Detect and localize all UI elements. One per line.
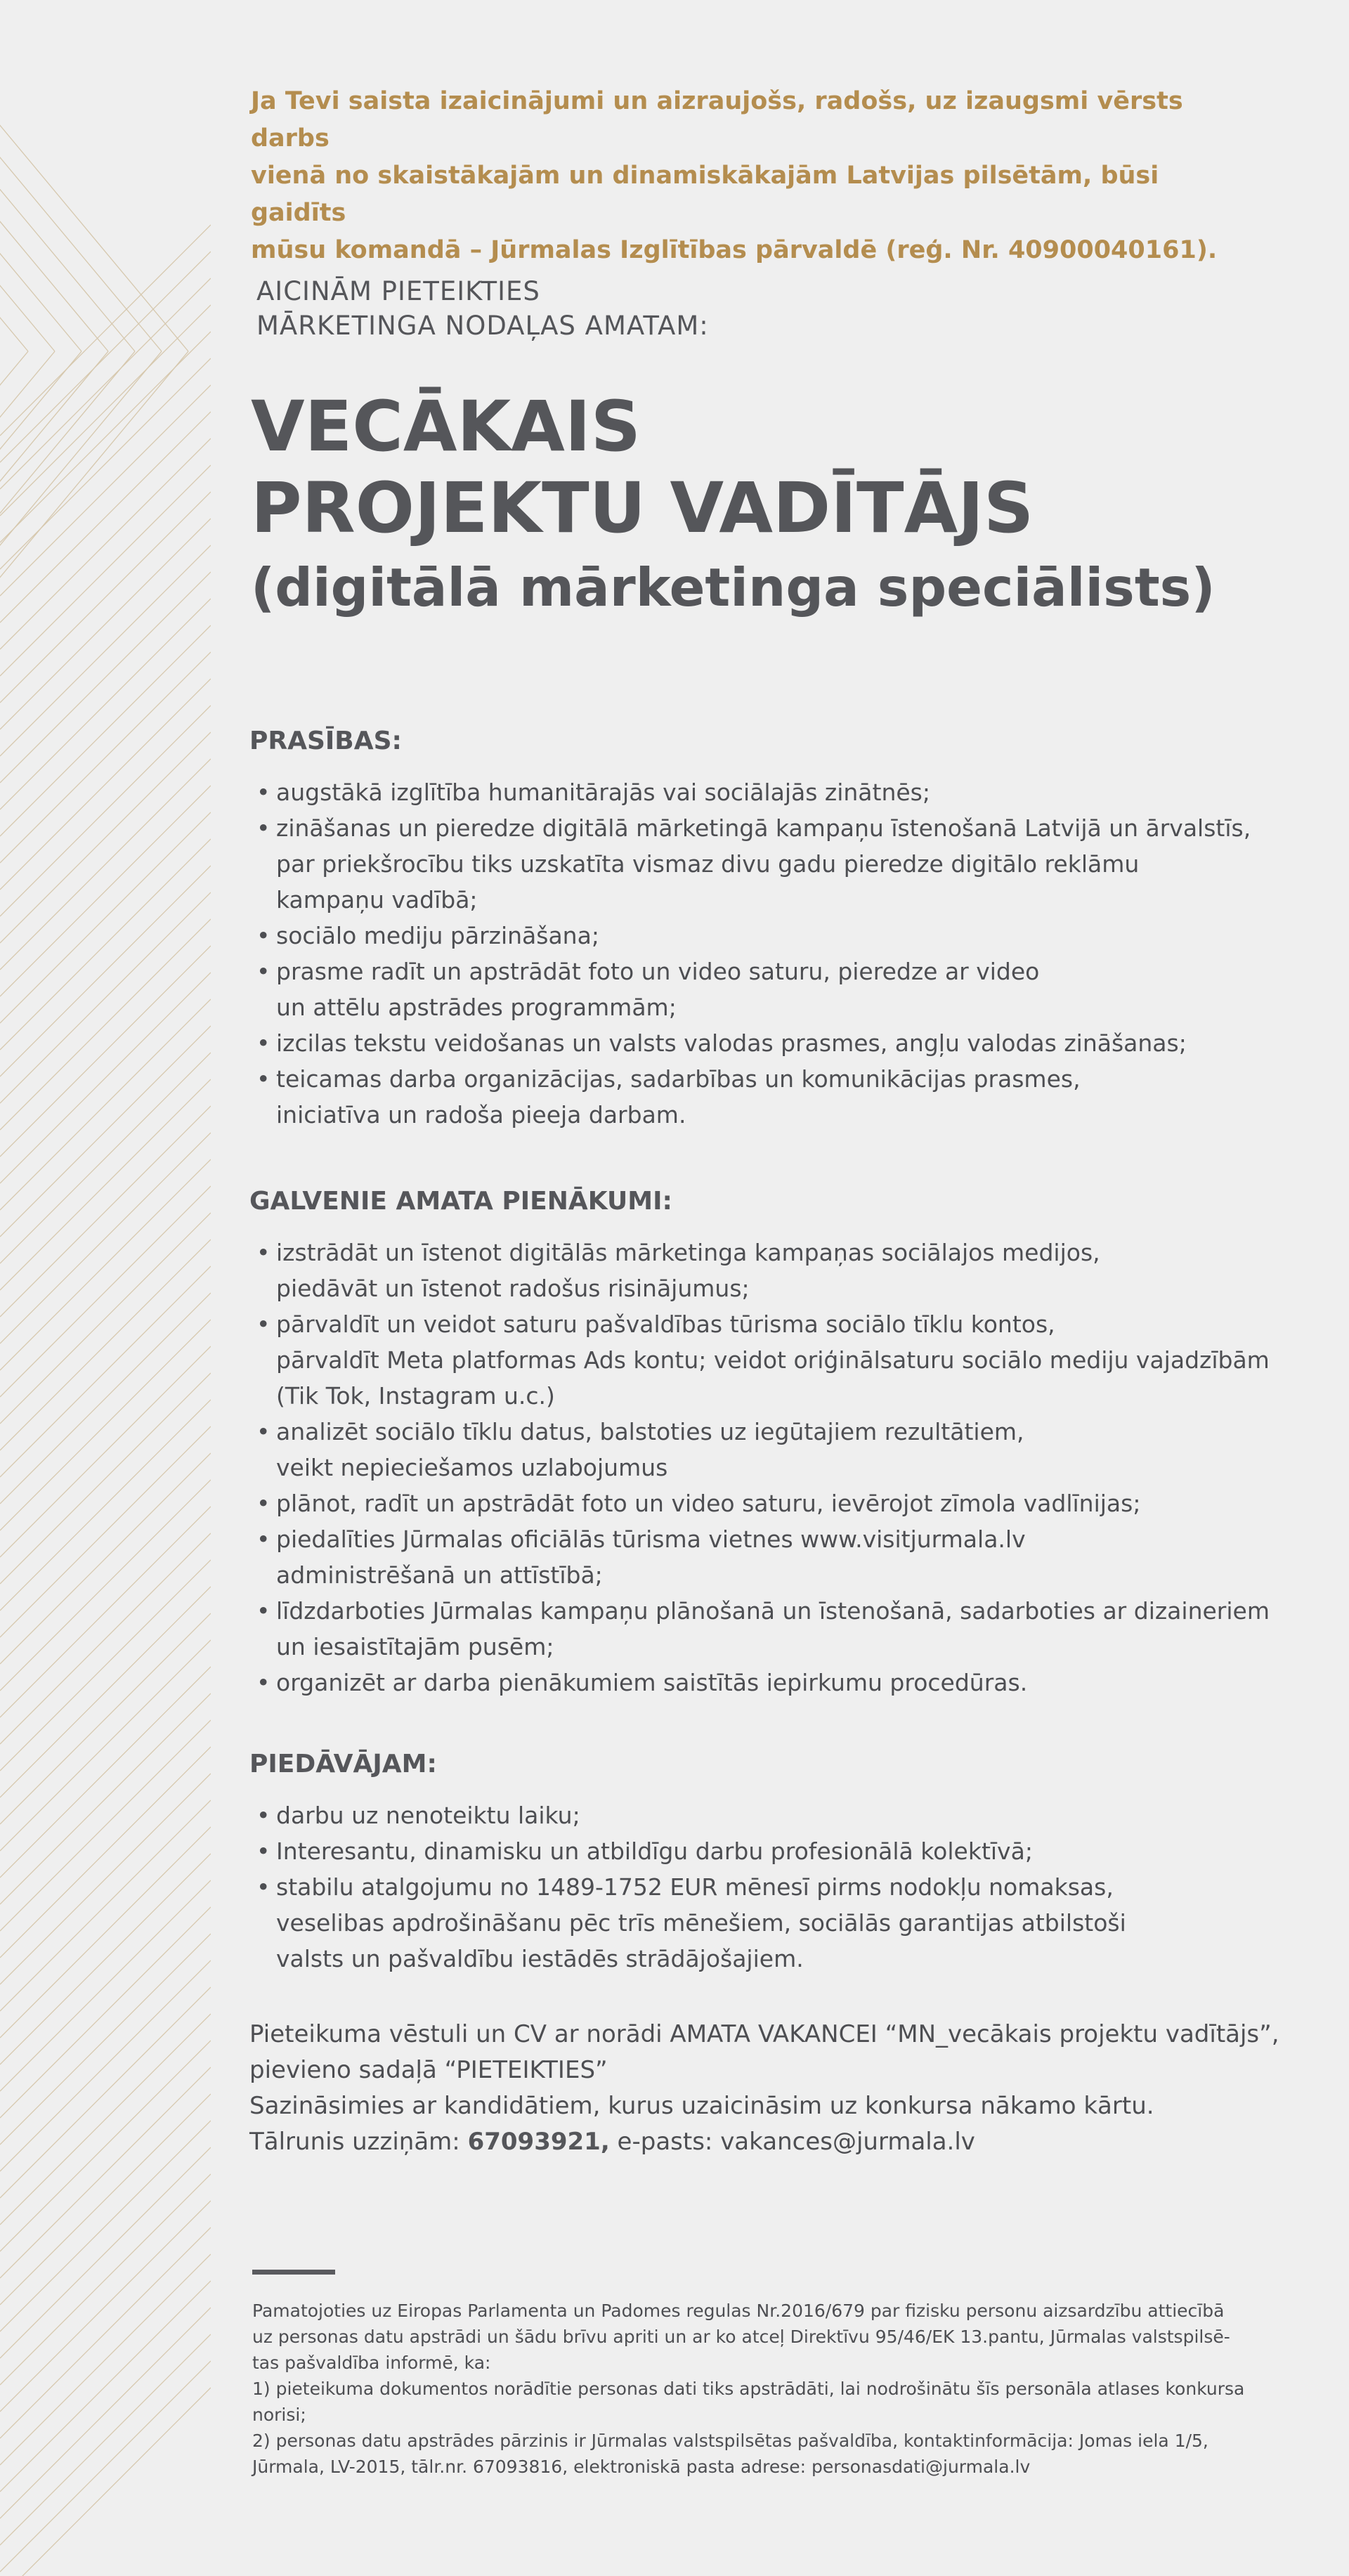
deco-line — [0, 1960, 211, 2171]
list-item-line: • organizēt ar darba pienākumiem saistītās iepirkumu procedūras. — [276, 1669, 1028, 1696]
deco-line — [0, 2254, 211, 2465]
offer-list — [249, 1797, 1282, 1977]
list-item — [249, 1521, 1282, 1593]
list-item-line: • plānot, radīt un apstrādāt foto un video saturu, ievērojot zīmola vadlīnijas; — [276, 1490, 1141, 1517]
deco-line — [0, 2361, 211, 2572]
deco-line — [0, 652, 211, 863]
deco-line — [0, 351, 82, 604]
list-item-line: iniciatīva un radoša pieeja darbam. — [276, 1101, 686, 1128]
list-item-line: • teicamas darba organizācijas, sadarbības un komunikācijas prasmes, — [276, 1065, 1081, 1093]
deco-line — [0, 1854, 211, 2064]
intro-line: mūsu komandā – Jūrmalas Izglītības pārvaldē (reģ. Nr. 40900040161). — [251, 236, 1218, 264]
list-item-line: • izstrādāt un īstenot digitālās mārketinga kampaņas sociālajos medijos, — [276, 1239, 1100, 1266]
deco-line — [0, 1907, 211, 2118]
requirements-heading: PRASĪBAS: — [249, 727, 402, 755]
deco-line — [0, 1667, 211, 1878]
position-subtitle: (digitālā mārketinga speciālists) — [251, 557, 1216, 618]
privacy-notice-line: uz personas datu apstrādi un šādu brīvu apriti un ar ko atceļ Direktīvu 95/46/EK 13.pantu, Jūrmalas valstspilsē- — [252, 2327, 1230, 2347]
list-item-line: par priekšrocību tiks uzskatīta vismaz divu gadu pieredze digitālo reklāmu — [276, 850, 1140, 878]
deco-line — [0, 1400, 211, 1611]
intro-paragraph — [251, 83, 1256, 269]
deco-line — [0, 812, 211, 1023]
deco-line — [0, 351, 162, 604]
deco-line — [0, 351, 188, 604]
deco-line — [0, 1533, 211, 1744]
deco-line — [0, 1213, 211, 1424]
deco-line — [0, 919, 211, 1130]
deco-line — [0, 351, 135, 604]
deco-line — [0, 1106, 211, 1317]
deco-line — [0, 1934, 211, 2145]
deco-line — [0, 98, 82, 351]
position-title-line: VECĀKAIS — [251, 386, 641, 467]
deco-line — [0, 1186, 211, 1397]
list-item-line: veselibas apdrošināšanu pēc trīs mēnešiem, sociālās garantijas atbilstoši — [276, 1909, 1126, 1937]
deco-line — [0, 1453, 211, 1664]
privacy-notice-line: 2) personas datu apstrādes pārzinis ir Jūrmalas valstspilsētas pašvaldība, kontaktinformācija: Jomas iela 1/5, — [252, 2431, 1208, 2451]
application-info — [249, 2017, 1282, 2160]
list-item-line: un iesaistītajām pusēm; — [276, 1633, 554, 1660]
list-item-line: • stabilu atalgojumu no 1489-1752 EUR mēnesī pirms nodokļu nomaksas, — [276, 1873, 1114, 1901]
list-item — [249, 774, 1282, 810]
deco-line — [0, 572, 211, 783]
list-item-line: • izcilas tekstu veidošanas un valsts valodas prasmes, angļu valodas zināšanas; — [276, 1029, 1187, 1057]
deco-line — [0, 1426, 211, 1637]
privacy-notice-line: 1) pieteikuma dokumentos norādītie personas dati tiks apstrādāti, lai nodrošinātu šīs personāla atlases konkursa — [252, 2379, 1245, 2399]
deco-line — [0, 98, 55, 351]
deco-line — [0, 866, 211, 1076]
list-item-line: un attēlu apstrādes programmām; — [276, 994, 677, 1021]
position-title — [251, 386, 1034, 549]
list-item-line: • sociālo mediju pārzināšana; — [276, 922, 599, 949]
deco-line — [0, 892, 211, 1103]
list-item-line: • līdzdarboties Jūrmalas kampaņu plānošanā un īstenošanā, sadarboties ar dizaineriem — [276, 1597, 1270, 1625]
deco-line — [0, 305, 211, 516]
deco-line — [0, 358, 211, 569]
deco-line — [0, 519, 211, 729]
deco-line — [0, 1613, 211, 1824]
list-item-line: • prasme radīt un apstrādāt foto un video saturu, pieredze ar video — [276, 958, 1040, 985]
list-item-line: • Interesantu, dinamisku un atbildīgu darbu profesionālā kolektīvā; — [276, 1837, 1033, 1865]
apply-line: Pieteikuma vēstuli un CV ar norādi AMATA VAKANCEI “MN_vecākais projektu vadītājs”, — [249, 2020, 1279, 2048]
offer-section — [249, 1747, 1282, 1977]
list-item-line: kampaņu vadībā; — [276, 886, 478, 913]
list-item-line: valsts un pašvaldību iestādēs strādājošajiem. — [276, 1945, 804, 1972]
phone-number: 67093921, — [467, 2128, 610, 2156]
list-item-line: pārvaldīt Meta platformas Ads kontu; veidot oriģinālsaturu sociālo mediju vajadzībām — [276, 1346, 1270, 1374]
privacy-notice-line: Jūrmala, LV-2015, tālr.nr. 67093816, elektroniskā pasta adrese: personasdati@jurmala.lv — [252, 2457, 1031, 2477]
deco-line — [0, 492, 211, 703]
deco-line — [0, 1480, 211, 1691]
offer-heading: PIEDĀVĀJAM: — [249, 1750, 437, 1778]
deco-line — [0, 2174, 211, 2385]
list-item-line: (Tik Tok, Instagram u.c.) — [276, 1382, 555, 1410]
deco-line — [0, 946, 211, 1157]
deco-line — [0, 2227, 211, 2438]
list-item — [249, 918, 1282, 954]
privacy-notice-line: Pamatojoties uz Eiropas Parlamenta un Padomes regulas Nr.2016/679 par fizisku personu aizsardzību attiecībā — [252, 2301, 1225, 2321]
invitation-line: AICINĀM PIETEIKTIES — [256, 276, 540, 306]
list-item — [249, 954, 1282, 1025]
deco-line — [0, 438, 211, 649]
deco-line — [0, 2041, 211, 2251]
deco-line — [0, 972, 211, 1183]
deco-line — [0, 2121, 211, 2331]
deco-line — [0, 98, 188, 351]
deco-line — [0, 1346, 211, 1557]
list-item — [249, 1414, 1282, 1485]
list-item-line: • pārvaldīt un veidot saturu pašvaldības tūrisma sociālo tīklu kontos, — [276, 1310, 1055, 1338]
contact-line — [249, 2124, 1282, 2160]
deco-line — [0, 625, 211, 836]
deco-line — [0, 1079, 211, 1290]
deco-line — [0, 2067, 211, 2278]
deco-line — [0, 1053, 211, 1263]
invitation-line: MĀRKETINGA NODAĻAS AMATAM: — [256, 311, 709, 341]
deco-line — [0, 2014, 211, 2225]
deco-line — [0, 98, 162, 351]
deco-line — [0, 1827, 211, 2038]
deco-line — [0, 98, 28, 351]
duties-heading: GALVENIE AMATA PIENĀKUMI: — [249, 1187, 672, 1216]
deco-line — [0, 1987, 211, 2198]
list-item-line: administrēšanā un attīstībā; — [276, 1561, 603, 1589]
deco-line — [0, 1320, 211, 1530]
divider — [252, 2270, 335, 2275]
list-item — [249, 1061, 1282, 1133]
deco-line — [0, 839, 211, 1050]
deco-line — [0, 2201, 211, 2412]
list-item — [249, 1665, 1282, 1700]
list-item-line: • darbu uz nenoteiktu laiku; — [276, 1802, 580, 1829]
deco-line — [0, 1133, 211, 1344]
requirements-list — [249, 774, 1282, 1133]
list-item-line: • piedalīties Jūrmalas oficiālās tūrisma vietnes www.visitjurmala.lv — [276, 1526, 1026, 1553]
deco-line — [0, 1026, 211, 1237]
duties-section — [249, 1184, 1282, 1700]
deco-line — [0, 1640, 211, 1851]
apply-line: Sazināsimies ar kandidātiem, kurus uzaicināsim uz konkursa nākamo kārtu. — [249, 2092, 1154, 2120]
deco-line — [0, 1293, 211, 1504]
list-item-line: piedāvāt un īstenot radošus risinājumus; — [276, 1275, 750, 1302]
deco-line — [0, 2147, 211, 2358]
deco-line — [0, 599, 211, 809]
deco-line — [0, 1880, 211, 2091]
deco-line — [0, 1373, 211, 1584]
deco-line — [0, 1774, 211, 1984]
list-item — [249, 1593, 1282, 1665]
deco-line — [0, 225, 211, 436]
deco-line — [0, 1159, 211, 1370]
duties-list — [249, 1235, 1282, 1700]
deco-line — [0, 1747, 211, 1958]
deco-line — [0, 705, 211, 916]
deco-line — [0, 465, 211, 676]
intro-line: Ja Tevi saista izaicinājumi un aizraujošs, radošs, uz izaugsmi vērsts darbs — [251, 87, 1183, 152]
deco-line — [0, 1266, 211, 1477]
deco-line — [0, 98, 108, 351]
list-item — [249, 1485, 1282, 1521]
deco-line — [0, 1507, 211, 1717]
email-address: vakances@jurmala.lv — [720, 2128, 975, 2156]
deco-line — [0, 2388, 211, 2576]
deco-line — [0, 759, 211, 970]
deco-line — [0, 1560, 211, 1771]
deco-line — [0, 332, 211, 542]
privacy-notice — [252, 2298, 1257, 2480]
privacy-notice-line: tas pašvaldība informē, ka: — [252, 2353, 491, 2373]
position-title-line: PROJEKTU VADĪTĀJS — [251, 468, 1034, 549]
deco-line — [0, 351, 28, 604]
deco-line — [0, 999, 211, 1210]
intro-line: vienā no skaistākajām un dinamiskākajām Latvijas pilsētām, būsi gaidīts — [251, 162, 1159, 227]
requirements-section — [249, 724, 1282, 1133]
deco-line — [0, 2094, 211, 2305]
list-item — [249, 1306, 1282, 1414]
deco-line — [0, 1800, 211, 2011]
deco-line — [0, 2308, 211, 2518]
privacy-notice-line: norisi; — [252, 2405, 306, 2425]
deco-line — [0, 1693, 211, 1904]
list-item-line: veikt nepieciešamos uzlabojumus — [276, 1454, 668, 1481]
deco-line — [0, 385, 211, 596]
apply-line: pievieno sadaļā “PIETEIKTIES” — [249, 2056, 608, 2084]
deco-line — [0, 1240, 211, 1450]
deco-line — [0, 545, 211, 756]
deco-line — [0, 98, 135, 351]
phone-label: Tālrunis uzziņām: — [249, 2128, 468, 2156]
decorative-chevron-lines — [0, 0, 211, 2576]
deco-line — [0, 278, 211, 489]
list-item — [249, 1235, 1282, 1306]
deco-line — [0, 1720, 211, 1931]
deco-line — [0, 2281, 211, 2492]
list-item — [249, 1025, 1282, 1061]
list-item — [249, 1833, 1282, 1869]
deco-line — [0, 786, 211, 996]
email-label: e-pasts: — [609, 2128, 721, 2156]
deco-line — [0, 2334, 211, 2545]
list-item-line: • analizēt sociālo tīklu datus, balstoties uz iegūtajiem rezultātiem, — [276, 1418, 1024, 1445]
list-item-line: • augstākā izglītība humanitārajās vai sociālajās zinātnēs; — [276, 779, 930, 806]
deco-line — [0, 1587, 211, 1797]
list-item — [249, 1797, 1282, 1833]
deco-line — [0, 732, 211, 943]
invitation-heading — [256, 274, 709, 343]
list-item-line: • zināšanas un pieredze digitālā mārketingā kampaņu īstenošanā Latvijā un ārvalstīs, — [276, 814, 1251, 842]
list-item — [249, 1869, 1282, 1977]
list-item — [249, 810, 1282, 918]
deco-line — [0, 679, 211, 890]
